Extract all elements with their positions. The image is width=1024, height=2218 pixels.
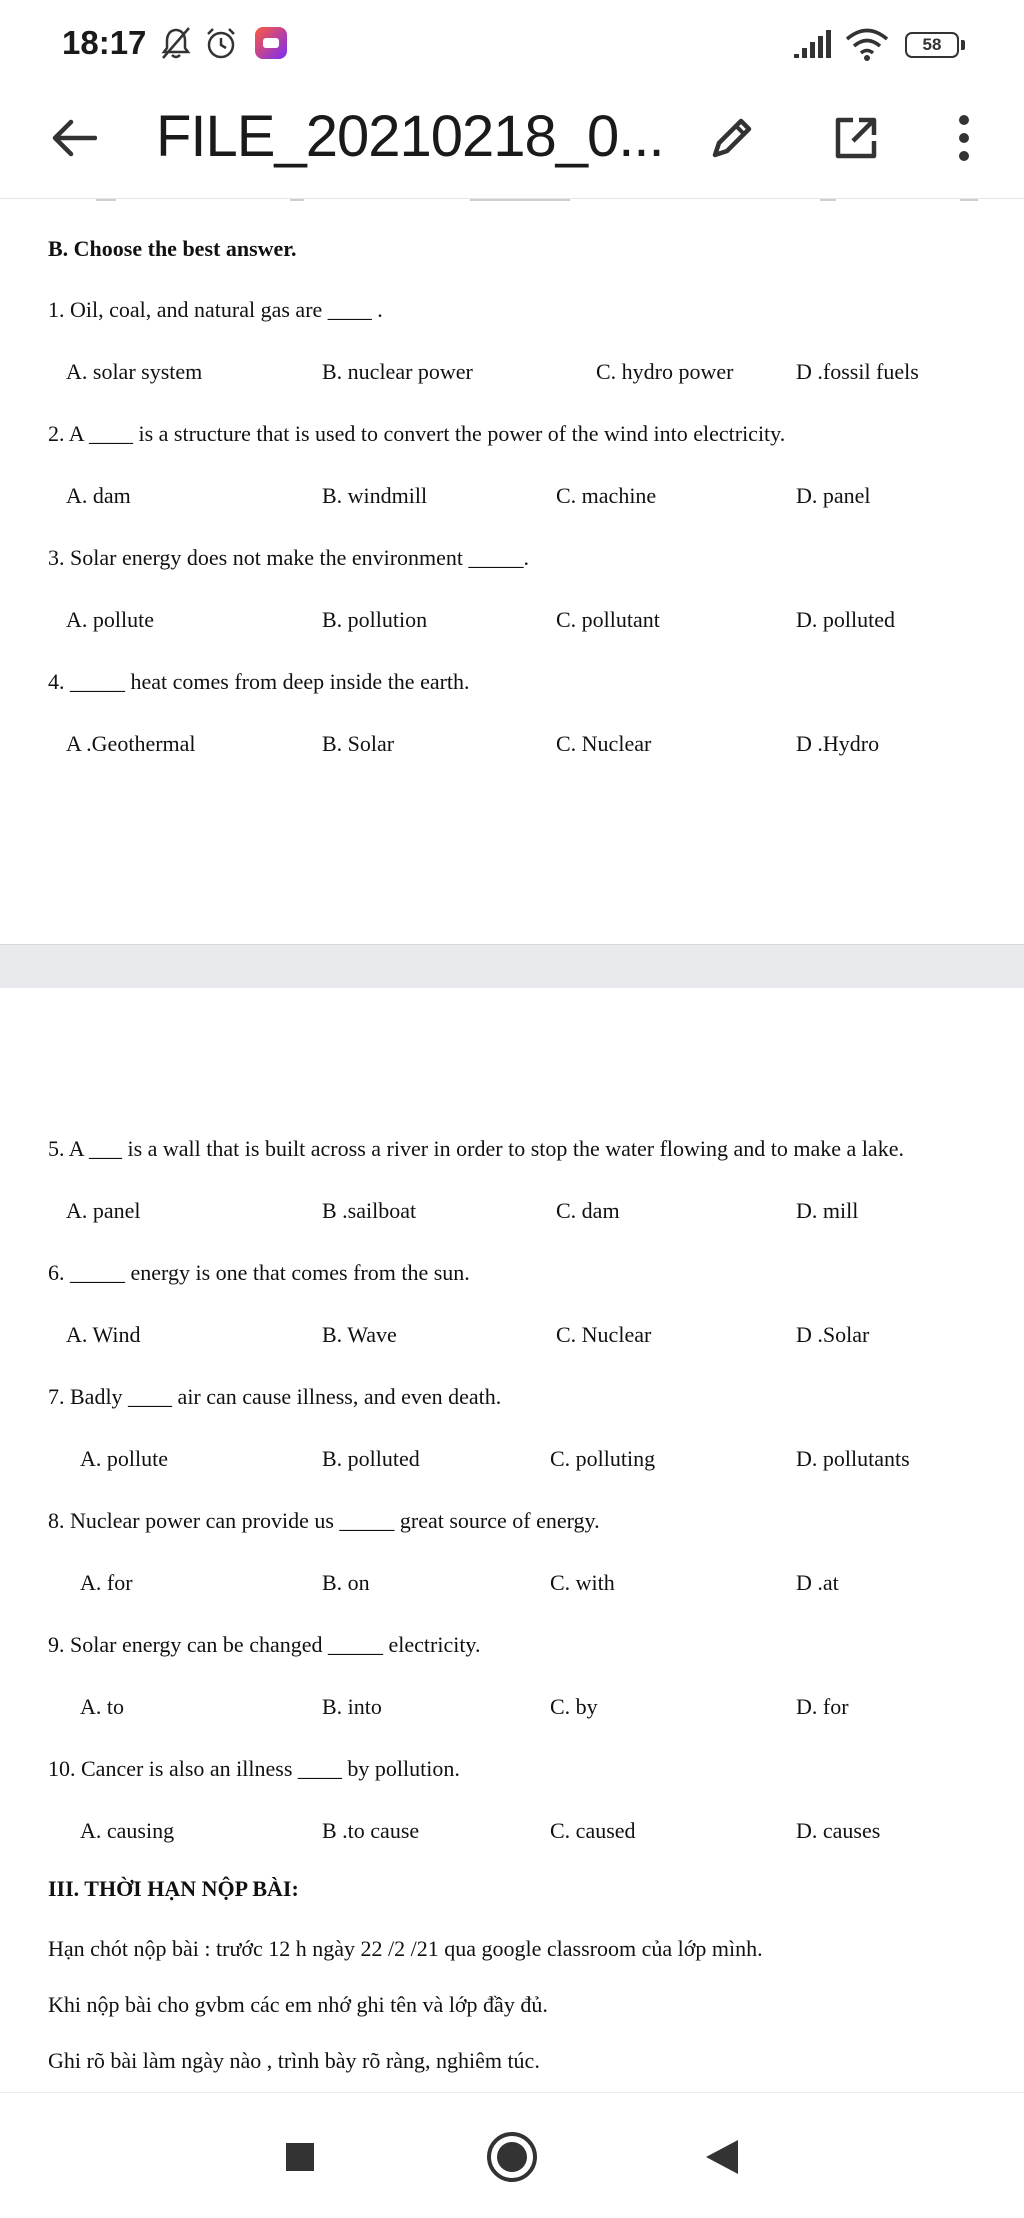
cut-line [960,199,978,201]
question-2-option-a: A. dam [66,483,131,508]
app-bar [0,90,1024,198]
cut-line [290,199,304,201]
cut-line [820,199,836,201]
question-8-option-b: B. on [322,1570,370,1595]
question-6-option-c: C. Nuclear [556,1322,652,1347]
question-1-option-c: C. hydro power [596,359,734,384]
question-8-option-d: D .at [796,1570,839,1595]
file-title: FILE_20210218_0... [156,104,664,169]
question-2: 2. A ____ is a structure that is used to convert the power of the wind into electricity. [48,421,786,446]
question-5-option-a: A. panel [66,1198,141,1223]
dnd-off-icon [160,26,192,67]
question-3-option-a: A. pollute [66,607,154,632]
deadline-note: Hạn chót nộp bài : trước 12 h ngày 22 /2 /21 qua google classroom của lớp mình. [48,1936,763,1961]
question-4-option-b: B. Solar [322,731,395,756]
question-4: 4. _____ heat comes from deep inside the earth. [48,669,470,694]
question-9: 9. Solar energy can be changed _____ electricity. [48,1632,481,1657]
home-circle-icon [486,2131,538,2188]
submission-note: Khi nộp bài cho gvbm các em nhớ ghi tên và lớp đầy đủ. [48,1992,548,2017]
question-4-option-c: C. Nuclear [556,731,652,756]
battery-tip [961,40,965,50]
battery-level: 58 [922,35,942,54]
question-5-option-c: C. dam [556,1198,620,1223]
question-1-option-a: A. solar system [66,359,203,384]
question-5-option-b: B .sailboat [322,1198,417,1223]
question-10-option-a: A. causing [80,1818,175,1843]
question-2-option-c: C. machine [556,483,657,508]
page-separator [0,944,1024,990]
question-6-option-b: B. Wave [322,1322,397,1347]
presentation-note: Ghi rõ bài làm ngày nào , trình bày rõ ràng, nghiêm túc. [48,2048,540,2073]
question-4-option-d: D .Hydro [796,731,880,756]
question-7-option-b: B. polluted [322,1446,420,1471]
question-6-option-d: D .Solar [796,1322,870,1347]
question-5: 5. A ___ is a wall that is built across a river in order to stop the water flowing and to make a lake. [48,1136,904,1161]
more-options-button[interactable] [934,108,994,172]
document-page-2[interactable] [0,988,1024,2092]
status-time: 18:17 [62,24,147,61]
question-7-option-a: A. pollute [80,1446,168,1471]
open-external-button[interactable] [824,108,888,172]
open-external-icon [831,113,881,168]
battery-icon [905,32,959,58]
question-8-option-c: C. with [550,1570,615,1595]
question-3-option-c: C. pollutant [556,607,660,632]
question-10-option-b: B .to cause [322,1818,420,1843]
cut-line [96,199,116,201]
question-6-option-a: A. Wind [66,1322,141,1347]
question-3-option-d: D. polluted [796,607,895,632]
system-nav-bar [0,2092,1024,2218]
question-1: 1. Oil, coal, and natural gas are ____ . [48,297,383,322]
wifi-icon [844,28,890,67]
more-vert-icon [957,113,971,168]
section-iii-heading: III. THỜI HẠN NỘP BÀI: [48,1876,299,1901]
question-8: 8. Nuclear power can provide us _____ great source of energy. [48,1508,600,1533]
edit-pencil-icon [707,113,757,168]
question-6: 6. _____ energy is one that comes from the sun. [48,1260,470,1285]
back-button[interactable] [44,110,104,170]
question-9-option-d: D. for [796,1694,849,1719]
question-3: 3. Solar energy does not make the environment _____. [48,545,530,570]
question-4-option-a: A .Geothermal [66,731,196,756]
status-bar [0,0,1024,90]
question-10-option-c: C. caused [550,1818,636,1843]
question-7-option-d: D. pollutants [796,1446,910,1471]
signal-icon [792,30,834,65]
back-triangle-icon [704,2138,740,2181]
question-1-option-d: D .fossil fuels [796,359,919,384]
recents-button[interactable] [272,2131,328,2187]
alarm-icon [204,26,238,67]
question-9-option-b: B. into [322,1694,382,1719]
question-9-option-a: A. to [80,1694,124,1719]
question-7: 7. Badly ____ air can cause illness, and even death. [48,1384,502,1409]
question-10-option-d: D. causes [796,1818,881,1843]
question-8-option-a: A. for [80,1570,133,1595]
question-1-option-b: B. nuclear power [322,359,473,384]
question-9-option-c: C. by [550,1694,598,1719]
recents-square-icon [285,2142,315,2177]
document-page-1[interactable] [0,198,1024,945]
section-b-heading: B. Choose the best answer. [48,236,297,261]
question-5-option-d: D. mill [796,1198,859,1223]
cut-line [470,199,570,201]
question-7-option-c: C. polluting [550,1446,656,1471]
app-notification-icon [254,26,288,65]
question-2-option-d: D. panel [796,483,871,508]
edit-button[interactable] [700,108,764,172]
home-button[interactable] [484,2131,540,2187]
question-3-option-b: B. pollution [322,607,428,632]
question-2-option-b: B. windmill [322,483,428,508]
back-arrow-icon [51,118,97,163]
question-10: 10. Cancer is also an illness ____ by pollution. [48,1756,460,1781]
nav-back-button[interactable] [694,2131,750,2187]
